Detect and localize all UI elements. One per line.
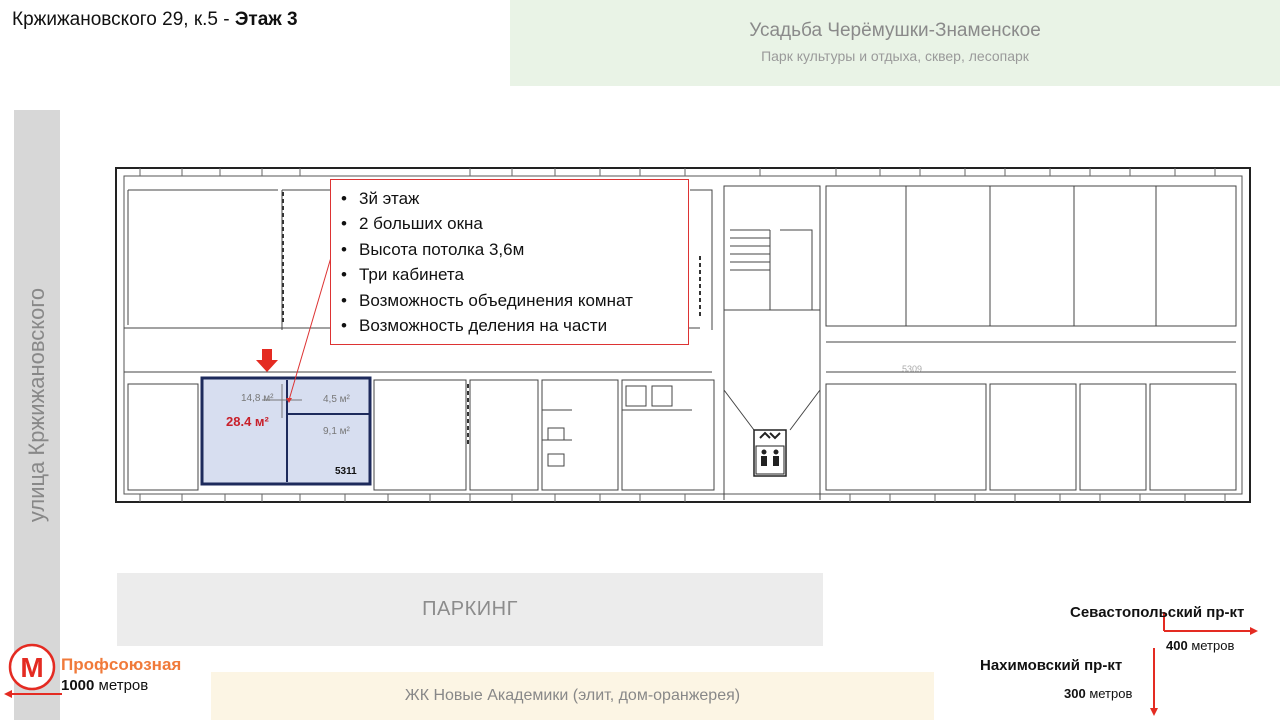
elevator-icon xyxy=(754,430,786,476)
metro-logo-icon xyxy=(10,645,54,689)
left-arrow-icon xyxy=(4,690,62,698)
feature-item: • 3й этаж xyxy=(359,186,688,211)
total-area-label: 28.4 м² xyxy=(226,414,269,429)
feature-item: • Возможность деления на части xyxy=(359,313,688,338)
address-text: Кржижановского 29, к.5 - xyxy=(12,9,235,30)
feature-item: • Высота потолка 3,6м xyxy=(359,237,688,262)
road-nakhimovsky: Нахимовский пр-кт xyxy=(980,657,1123,674)
parking-area: ПАРКИНГ xyxy=(117,573,823,646)
road-nakhimovsky-distance: 300 метров xyxy=(1064,686,1133,701)
road-sevastopolsky-distance: 400 метров xyxy=(1166,638,1235,653)
road-sevastopolsky: Севастопольский пр-кт xyxy=(1070,604,1245,621)
floor-text: Этаж 3 xyxy=(234,9,298,30)
down-road-arrow-icon xyxy=(1150,648,1158,716)
unit-number: 5311 xyxy=(335,466,357,477)
feature-item: • 2 больших окна xyxy=(359,211,688,236)
svg-text:M: M xyxy=(20,652,44,683)
room-area-3: 9,1 м² xyxy=(323,426,350,437)
corridor-number: 5309 xyxy=(902,364,923,374)
metro-distance: 1000 метров xyxy=(61,677,149,694)
room-area-1: 14,8 м² xyxy=(241,393,274,404)
metro-station: Профсоюзная xyxy=(61,655,182,674)
feature-item: • Три кабинета xyxy=(359,262,688,287)
features-callout xyxy=(330,179,689,345)
park-description: Парк культуры и отдыха, сквер, лесопарк xyxy=(761,48,1029,64)
park-name: Усадьба Черёмушки-Знаменское xyxy=(749,20,1041,41)
room-area-2: 4,5 м² xyxy=(323,394,350,405)
residential-complex: ЖК Новые Академики (элит, дом-оранжерея) xyxy=(211,672,934,720)
feature-item: • Возможность объединения комнат xyxy=(359,288,688,313)
down-arrow-icon xyxy=(256,349,278,372)
